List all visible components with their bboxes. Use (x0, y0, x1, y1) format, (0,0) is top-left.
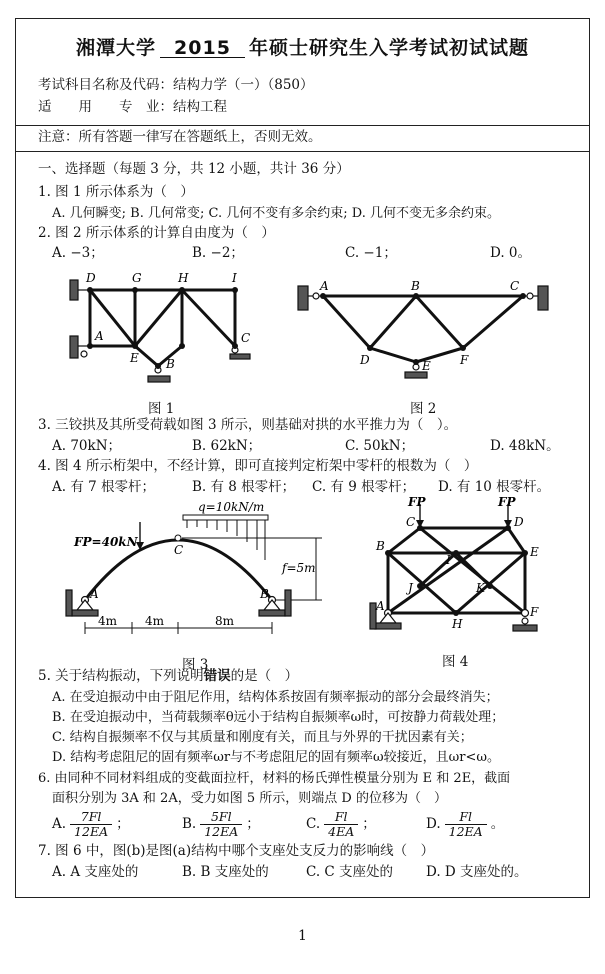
figure-3-caption: 图 3 (182, 657, 209, 673)
q6-a-denominator: 12EA (74, 824, 109, 839)
figure-1-caption: 图 1 (148, 401, 175, 417)
fig3-dist-load-label: q=10kN/m (198, 500, 265, 514)
q1-options: A. 几何瞬变; B. 几何常变; C. 几何不变有多余约束; D. 几何不变无多余约束。 (52, 206, 500, 221)
q4-option-a: A. 有 7 根零杆； (52, 479, 156, 495)
q6-c-label: C. (306, 816, 321, 832)
q4-stem: 4. 图 4 所示桁架中，不经计算，即可直接判定桁架中零杆的根数为（ ） (38, 458, 478, 474)
q2-option-c: C. −1； (345, 245, 397, 261)
fig4-node-j: J (408, 581, 413, 595)
q1-stem: 1. 图 1 所示体系为（ ） (38, 184, 194, 200)
fig3-point-load-label: FP=40kN (74, 535, 138, 549)
q6-stem-line2: 面积分别为 3A 和 2A，受力如图 5 所示，则端点 D 的位移为（ ） (52, 791, 447, 806)
q5-option-a: A. 在受迫振动中由于阻尼作用，结构体系按固有频率振动的部分会最终消失； (52, 690, 499, 705)
q5-option-b: B. 在受迫振动中，当荷载频率θ远小于结构自振频率ω时，可按静力荷载处理； (52, 710, 505, 725)
fig2-node-d: D (360, 353, 370, 367)
q6-b-label: B. (182, 816, 197, 832)
q6-b-fraction (200, 810, 242, 839)
q7-option-a: A. A 支座处的 (52, 864, 139, 880)
q6-a-label: A. (52, 816, 67, 832)
fig3-span-1: 4m (98, 614, 118, 628)
fig2-node-b: B (411, 279, 420, 293)
q5-stem-pre: 5. 关于结构振动，下列说明 (38, 668, 204, 684)
notice-divider (15, 151, 590, 152)
q6-d-numerator: Fl (445, 810, 487, 825)
q2-option-d: D. 0。 (490, 245, 532, 261)
fig3-height-label: f=5m (282, 561, 316, 575)
q5-stem-post: 的是（ ） (230, 668, 299, 684)
exam-title (0, 37, 605, 59)
q6-option-c: C. $\frac{Fl}{4EA}$ ； (306, 809, 376, 839)
fig1-node-h: H (178, 271, 189, 285)
q3-option-d: D. 48kN。 (490, 438, 560, 454)
q3-option-a: A. 70kN； (52, 438, 122, 454)
page-number: 1 (298, 928, 307, 944)
fig1-node-d: D (86, 271, 96, 285)
fig1-node-e: E (130, 351, 139, 365)
fig2-node-a: A (320, 279, 329, 293)
fig3-span-2: 4m (145, 614, 165, 628)
fig3-node-b: B (260, 587, 269, 601)
fig2-node-c: C (510, 279, 520, 293)
q3-option-b: B. 62kN； (192, 438, 262, 454)
q3-stem: 3. 三铰拱及其所受荷载如图 3 所示，则基础对拱的水平推力为（ ）。 (38, 417, 458, 433)
fig1-node-a: A (95, 329, 104, 343)
fig4-node-f: F (530, 605, 539, 619)
fig4-node-a: A (376, 599, 385, 613)
q2-option-a: A. −3； (52, 245, 104, 261)
fig3-node-c: C (174, 543, 184, 557)
q7-option-c: C. C 支座处的 (306, 864, 394, 880)
q6-a-fraction (70, 810, 112, 839)
q6-c-fraction (324, 810, 358, 839)
q4-option-d: D. 有 10 根零杆。 (438, 479, 551, 495)
q5-option-d: D. 结构考虑阻尼的固有频率ωr与不考虑阻尼的固有频率ω较接近，且ωr<ω。 (52, 750, 500, 765)
title-year: 2015 (160, 40, 245, 58)
fig4-node-d: D (514, 515, 524, 529)
q6-option-d (426, 810, 504, 839)
q6-option-b: B. $\frac{5Fl}{12EA}$ ； (182, 809, 260, 839)
fig3-span-3: 8m (215, 614, 235, 628)
q7-option-d: D. D 支座处的。 (426, 864, 528, 880)
figure-2-caption: 图 2 (410, 401, 437, 417)
figure-2 (298, 276, 548, 386)
header-divider (15, 125, 590, 126)
q5-option-c: C. 结构自振频率不仅与其质量和刚度有关，而且与外界的干扰因素有关； (52, 730, 473, 745)
q6-d-tail: 。 (490, 816, 505, 832)
q4-option-c: C. 有 9 根零杆； (312, 479, 416, 495)
q6-b-denominator: 12EA (204, 824, 239, 839)
fig2-node-e: E (422, 359, 431, 373)
q2-option-b: B. −2； (192, 245, 244, 261)
q6-option-a: A. $\frac{7Fl}{12EA}$ ； (52, 809, 130, 839)
figure-4 (370, 495, 550, 648)
q6-d-denominator: 12EA (448, 824, 483, 839)
fig4-node-k: K (476, 581, 485, 595)
title-university: 湘潭大学 (76, 37, 157, 59)
figure-1 (60, 268, 260, 388)
q3-option-c: C. 50kN； (345, 438, 415, 454)
title-rest: 年硕士研究生入学考试初试试题 (248, 37, 529, 59)
q7-stem: 7. 图 6 中，图(b)是图(a)结构中哪个支座处支反力的影响线（ ） (38, 843, 435, 859)
q6-c-denominator: 4EA (328, 824, 355, 839)
fig1-node-b: B (166, 357, 175, 371)
q6-b-numerator: 5Fl (200, 810, 242, 825)
q5-stem-emphasis: 错误 (203, 668, 231, 684)
fig4-node-i: I (446, 553, 451, 567)
fig4-load-c: FP (408, 495, 426, 509)
notice-line: 注意：所有答题一律写在答题纸上，否则无效。 (38, 129, 322, 145)
fig4-node-h: H (452, 617, 463, 631)
fig4-load-d: FP (498, 495, 516, 509)
fig1-node-i: I (232, 271, 237, 285)
q6-stem-line1: 6. 由同种不同材料组成的变截面拉杆，材料的杨氏弹性模量分别为 E 和 2E，截面 (38, 771, 511, 786)
subject-line: 考试科目名称及代码：结构力学（一）（850） (38, 77, 314, 93)
q6-a-numerator: 7Fl (70, 810, 112, 825)
q7-option-b: B. B 支座处的 (182, 864, 269, 880)
fig4-node-e: E (530, 545, 539, 559)
q5-stem (38, 668, 298, 685)
q6-d-label: D. (426, 816, 441, 832)
major-line: 适 用 专 业：结构工程 (38, 99, 227, 115)
fig2-node-f: F (460, 353, 469, 367)
q4-option-b: B. 有 8 根零杆； (192, 479, 296, 495)
q2-stem: 2. 图 2 所示体系的计算自由度为（ ） (38, 225, 275, 241)
fig1-node-c: C (241, 331, 251, 345)
figure-3 (60, 500, 330, 645)
section-heading: 一、选择题（每题 3 分，共 12 小题，共计 36 分） (38, 161, 350, 177)
q6-c-numerator: Fl (324, 810, 358, 825)
fig1-node-g: G (132, 271, 142, 285)
q6-d-fraction (445, 810, 487, 839)
figure-4-caption: 图 4 (442, 654, 469, 670)
fig3-node-a: A (90, 587, 99, 601)
fig4-node-c: C (406, 515, 416, 529)
fig4-node-b: B (376, 539, 385, 553)
